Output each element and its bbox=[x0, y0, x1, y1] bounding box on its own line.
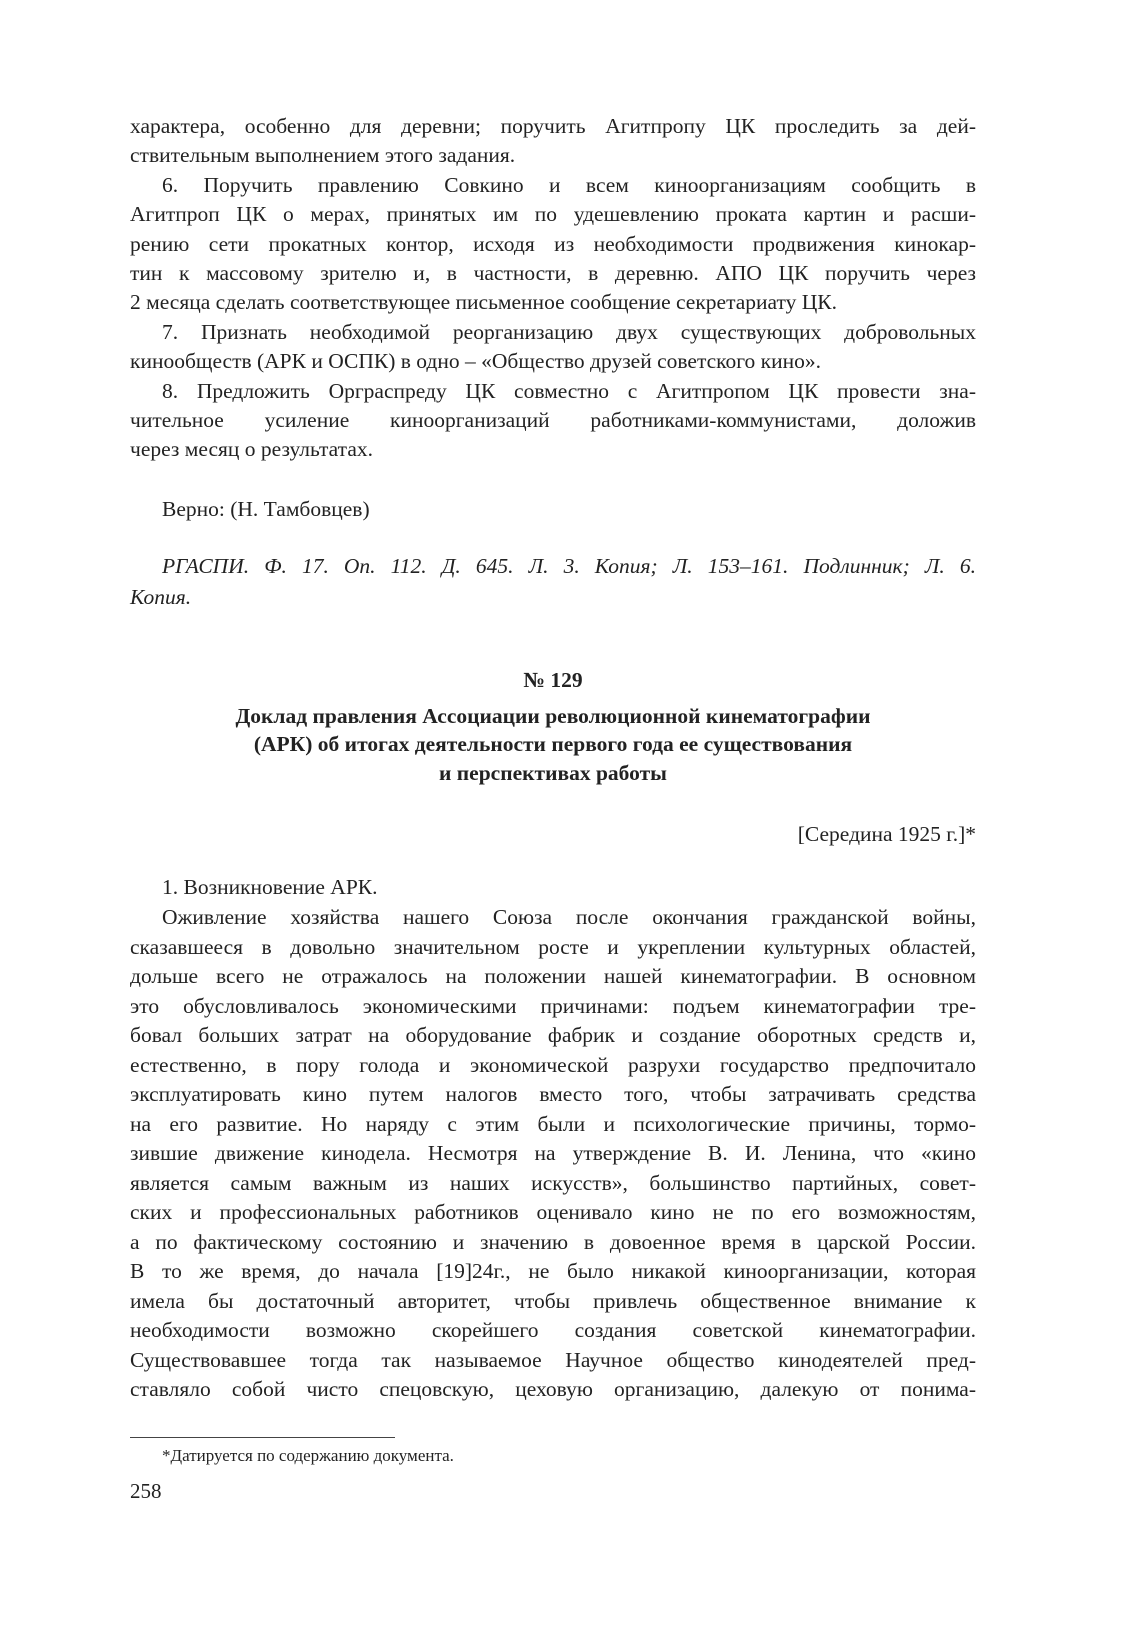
text-line: это обусловливалось экономическими причинами: подъем кинематографии тре- bbox=[130, 993, 976, 1018]
document-date bbox=[130, 820, 976, 849]
text-line: Существовавшее тогда так называемое Научное общество кинодеятелей пред- bbox=[130, 1347, 976, 1372]
document-title-line-1: Доклад правления Ассоциации революционной кинематографии bbox=[235, 703, 871, 728]
text-line: необходимости возможно скорейшего создания советской кинематографии. bbox=[130, 1318, 976, 1342]
text-line: ствительным выполнением этого задания. bbox=[130, 143, 516, 168]
source-line-2: Копия. bbox=[130, 585, 192, 609]
text-line: Оживление хозяйства нашего Союза после окончания гражданской войны, bbox=[162, 905, 976, 929]
footnote: *Датируется по содержанию документа. bbox=[162, 1446, 454, 1465]
source-line-1: РГАСПИ. Ф. 17. Оп. 112. Д. 645. Л. 3. Копия; Л. 153–161. Подлинник; Л. 6. bbox=[162, 554, 976, 578]
text-line: ставляло собой чисто спецовскую, цеховую организацию, далекую от понима- bbox=[130, 1377, 976, 1401]
document-title-line-2: (АРК) об итогах деятельности первого года ее существования bbox=[253, 732, 853, 756]
document-title-line-3: и перспективах работы bbox=[439, 760, 667, 785]
text-line: характера, особенно для деревни; поручить Агитпропу ЦК проследить за дей- bbox=[130, 114, 976, 138]
text-line: В то же время, до начала [19]24г., не было никакой киноорганизации, которая bbox=[130, 1259, 976, 1283]
section-heading-text: 1. Возникновение АРК. bbox=[162, 875, 378, 899]
text-line: эксплуатировать кино путем налогов вместо того, чтобы затрачивать средства bbox=[130, 1082, 976, 1106]
text-line: тин к массовому зрителю и, в частности, в деревню. АПО ЦК поручить через bbox=[130, 260, 976, 285]
text-line: имела бы достаточный авторитет, чтобы привлечь общественное внимание к bbox=[130, 1288, 976, 1313]
text-line: а по фактическому состоянию и значению в довоенное время в царской России. bbox=[130, 1229, 976, 1254]
text-line: естественно, в пору голода и экономической разрухи государство предпочитало bbox=[130, 1052, 976, 1077]
text-line: ских и профессиональных работников оценивало кино не по его возможностям, bbox=[130, 1200, 976, 1224]
text-line: рению сети прокатных контор, исходя из необходимости продвижения кинокар- bbox=[130, 231, 976, 256]
text-line: 7. Признать необходимой реорганизацию двух существующих добровольных bbox=[162, 319, 976, 344]
text-line: является самым важным из наших искусств», большинство партийных, совет- bbox=[130, 1170, 976, 1195]
text-line: кинообществ (АРК и ОСПК) в одно – «Общество друзей советского кино». bbox=[130, 349, 822, 374]
text-line: сказавшееся в довольно значительном росте и укреплении культурных областей, bbox=[130, 934, 976, 959]
footnote-divider bbox=[130, 1437, 395, 1438]
continued-resolution-text bbox=[130, 112, 976, 465]
section-heading bbox=[130, 873, 976, 902]
text-line: через месяц о результатах. bbox=[130, 437, 373, 462]
text-line: зившие движение кинодела. Несмотря на утверждение В. И. Ленина, что «кино bbox=[130, 1141, 976, 1165]
text-line: бовал больших затрат на оборудование фабрик и создание оборотных средств и, bbox=[130, 1023, 976, 1047]
date-text: [Середина 1925 г.]* bbox=[797, 822, 976, 846]
text-line: дольше всего не отражалось на положении нашей кинематографии. В основном bbox=[130, 964, 976, 988]
page-number: 258 bbox=[130, 1479, 162, 1503]
archive-source bbox=[130, 551, 976, 613]
text-line: 8. Предложить Орграспреду ЦК совместно с Агитпропом ЦК провести зна- bbox=[162, 378, 976, 403]
body-text bbox=[130, 903, 976, 1405]
text-line: Агитпроп ЦК о мерах, принятых им по удешевлению проката картин и расши- bbox=[130, 202, 976, 227]
signature-line: Верно: (Н. Тамбовцев) bbox=[162, 497, 370, 521]
text-line: 2 месяца сделать соответствующее письменное сообщение секретариату ЦК. bbox=[130, 290, 838, 315]
text-line: на его развитие. Но наряду с этим были и психологические причины, тормо- bbox=[130, 1111, 976, 1136]
text-line: 6. Поручить правлению Совкино и всем киноорганизациям сообщить в bbox=[162, 172, 976, 197]
signature bbox=[130, 495, 976, 524]
document-header bbox=[130, 666, 976, 787]
text-line: чительное усиление киноорганизаций работниками-коммунистами, доложив bbox=[130, 407, 976, 432]
document-number: № 129 bbox=[523, 668, 583, 692]
